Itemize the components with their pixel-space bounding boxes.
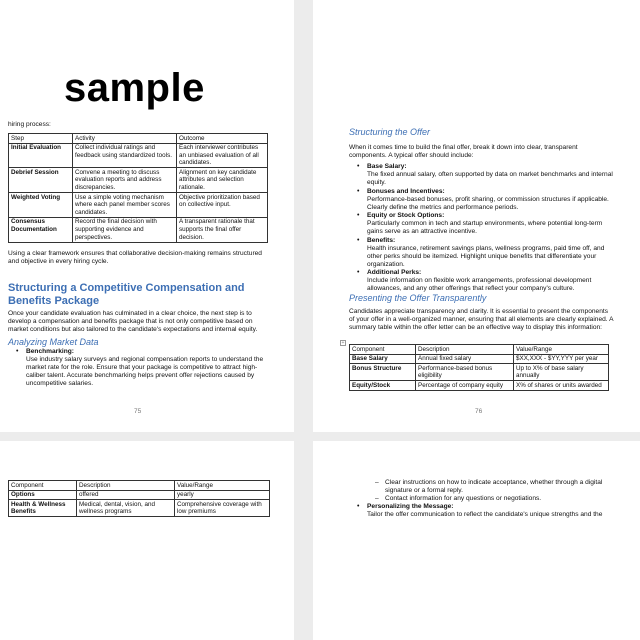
list-item: [349, 212, 615, 236]
offer-components-list: [349, 163, 615, 293]
table-row: [9, 500, 270, 517]
subsection-heading: Analyzing Market Data: [8, 337, 99, 347]
table-row: [9, 168, 268, 193]
table-cell: X% of shares or units awarded: [514, 381, 609, 391]
bullet-text: Particularly common in tech and startup environments, where potential long-term gains serve as an attractive incentive.: [367, 220, 603, 235]
table-cell: Performance-based bonus eligibility: [416, 364, 514, 381]
table-header-cell: Value/Range: [175, 481, 270, 491]
table-row: [350, 364, 609, 381]
table-cell: Bonus Structure: [350, 364, 416, 381]
section-paragraph: Once your candidate evaluation has culminated in a clear choice, the next step is to develop a compensation and benefits package that is not only competitive based on market conditions but also tailored to the candidate's expectations and internal equity.: [8, 310, 258, 333]
offer-summary-table: [349, 344, 609, 391]
table-header-cell: Value/Range: [514, 345, 609, 355]
table-header-row: [350, 345, 609, 355]
table-header-cell: Component: [350, 345, 416, 355]
table-header-row: [9, 134, 268, 144]
bullet-title: Benchmarking:: [26, 348, 74, 355]
bullet-icon: •: [357, 503, 360, 510]
table-cell: $XX,XXX - $YY,YYY per year: [514, 354, 609, 364]
table-cell: Record the final decision with supporting evidence and perspectives.: [73, 217, 177, 242]
dash-icon: –: [375, 479, 379, 486]
page-76: [313, 0, 640, 432]
table-row: [9, 143, 268, 168]
bullet-text: Tailor the offer communication to reflect the candidate's unique strengths and the: [367, 511, 603, 518]
dash-list: [349, 479, 615, 503]
bullet-icon: •: [357, 163, 360, 170]
list-item: [8, 348, 270, 388]
section-heading: Structuring a Competitive Compensation and Benefits Package: [8, 282, 245, 307]
page-number: 76: [475, 408, 483, 415]
table-row: [9, 193, 268, 218]
bullet-text: Use industry salary surveys and regional compensation reports to understand the market rate for the role. Ensure that your package is competitive to attract high-caliber talent. Accurate benchmarking helps prevent offer rejections caused by uncompetitive salaries.: [26, 356, 264, 387]
list-item: [349, 503, 615, 519]
bullet-title: Additional Perks:: [367, 269, 422, 276]
section-heading: Presenting the Offer Transparently: [349, 293, 487, 303]
list-item: [349, 163, 615, 187]
evaluation-steps-table: [8, 133, 268, 243]
table-cell: Objective prioritization based on collective input.: [177, 193, 268, 218]
table-cell: Equity/Stock: [350, 381, 416, 391]
table-cell: Debrief Session: [9, 168, 73, 193]
personalizing-list: [349, 503, 615, 519]
table-cell: Medical, dental, vision, and wellness programs: [77, 500, 175, 517]
table-cell: Initial Evaluation: [9, 143, 73, 168]
bullet-icon: •: [357, 269, 360, 276]
table-row: [9, 217, 268, 242]
table-cell: Each interviewer contributes an unbiased evaluation of all candidates.: [177, 143, 268, 168]
page-75: [0, 0, 294, 432]
table-cell: yearly: [175, 490, 270, 500]
framework-paragraph: Using a clear framework ensures that collaborative decision-making remains structured and objective in every hiring cycle.: [8, 250, 262, 265]
table-cell: Comprehensive coverage with low premiums: [175, 500, 270, 517]
table-row: [9, 490, 270, 500]
dash-item-text: Contact information for any questions or negotiations.: [385, 495, 542, 502]
page-78: [313, 441, 640, 640]
table-cell: Consensus Documentation: [9, 217, 73, 242]
table-cell: Base Salary: [350, 354, 416, 364]
bullet-title: Bonuses and Incentives:: [367, 187, 445, 195]
table-header-cell: Activity: [73, 134, 177, 144]
bullet-icon: •: [357, 212, 360, 219]
bullet-text: The fixed annual salary, often supported by data on market benchmarks and internal equity.: [367, 171, 613, 186]
section-paragraph: Candidates appreciate transparency and clarity. It is essential to present the components of your offer in a well-organized manner, ensuring that all elements are clearly explained. A summary table within the offer letter can be an effective way to display this information:: [349, 308, 614, 331]
bullet-text: Health insurance, retirement savings plans, wellness programs, paid time off, and other perks should be itemized. Highlight unique benefits that differentiate your organization.: [367, 244, 605, 268]
page-77: [0, 441, 294, 640]
table-cell: Alignment on key candidate attributes and selection rationale.: [177, 168, 268, 193]
table-cell: Convene a meeting to discuss evaluation reports and address discrepancies.: [73, 168, 177, 193]
table-cell: offered: [77, 490, 175, 500]
table-row: [350, 381, 609, 391]
bullet-text: Include information on flexible work arrangements, professional development allowances, and any other offerings that reflect your company's culture.: [367, 277, 592, 292]
list-item: [349, 479, 615, 495]
table-header-cell: Step: [9, 134, 73, 144]
table-cell: Up to X% of base salary annually: [514, 364, 609, 381]
table-move-handle-icon[interactable]: +: [341, 340, 345, 346]
page-number: 75: [134, 408, 142, 415]
list-item: [349, 495, 615, 503]
section-paragraph: When it comes time to build the final offer, break it down into clear, transparent components. A typical offer should include:: [349, 144, 578, 159]
bullet-icon: •: [357, 187, 360, 195]
bullet-title: Benefits:: [367, 236, 396, 244]
table-cell: Health & Wellness Benefits: [9, 500, 77, 517]
table-row: [350, 354, 609, 364]
bullet-icon: •: [357, 236, 360, 244]
bullet-icon: •: [16, 348, 19, 355]
section-heading: Structuring the Offer: [349, 127, 431, 137]
table-cell: A transparent rationale that supports the final offer decision.: [177, 217, 268, 242]
table-header-cell: Outcome: [177, 134, 268, 144]
benefits-table: [8, 480, 270, 517]
table-cell: Percentage of company equity: [416, 381, 514, 391]
bullet-text: Performance-based bonuses, profit sharing, or commission structures if applicable. Clearly define the metrics and performance periods.: [367, 195, 609, 211]
table-cell: Collect individual ratings and feedback using standardized tools.: [73, 143, 177, 168]
list-item: [349, 237, 615, 269]
table-header-row: [9, 481, 270, 491]
benchmarking-list: [8, 348, 270, 388]
bullet-title: Equity or Stock Options:: [367, 212, 445, 219]
table-cell: Annual fixed salary: [416, 354, 514, 364]
table-cell: Options: [9, 490, 77, 500]
table-cell: Use a simple voting mechanism where each panel member scores candidates.: [73, 193, 177, 218]
intro-fragment: hiring process:: [8, 121, 51, 128]
table-cell: Weighted Voting: [9, 193, 73, 218]
dash-item-text: Clear instructions on how to indicate acceptance, whether through a digital signature or a formal reply.: [385, 479, 603, 494]
bullet-title: Base Salary:: [367, 163, 407, 170]
table-header-cell: Description: [77, 481, 175, 491]
list-item: [349, 188, 615, 212]
table-header-cell: Description: [416, 345, 514, 355]
sample-watermark: sample: [64, 66, 205, 110]
list-item: [349, 269, 615, 293]
dash-icon: –: [375, 495, 379, 502]
bullet-title: Personalizing the Message:: [367, 503, 454, 510]
table-header-cell: Component: [9, 481, 77, 491]
